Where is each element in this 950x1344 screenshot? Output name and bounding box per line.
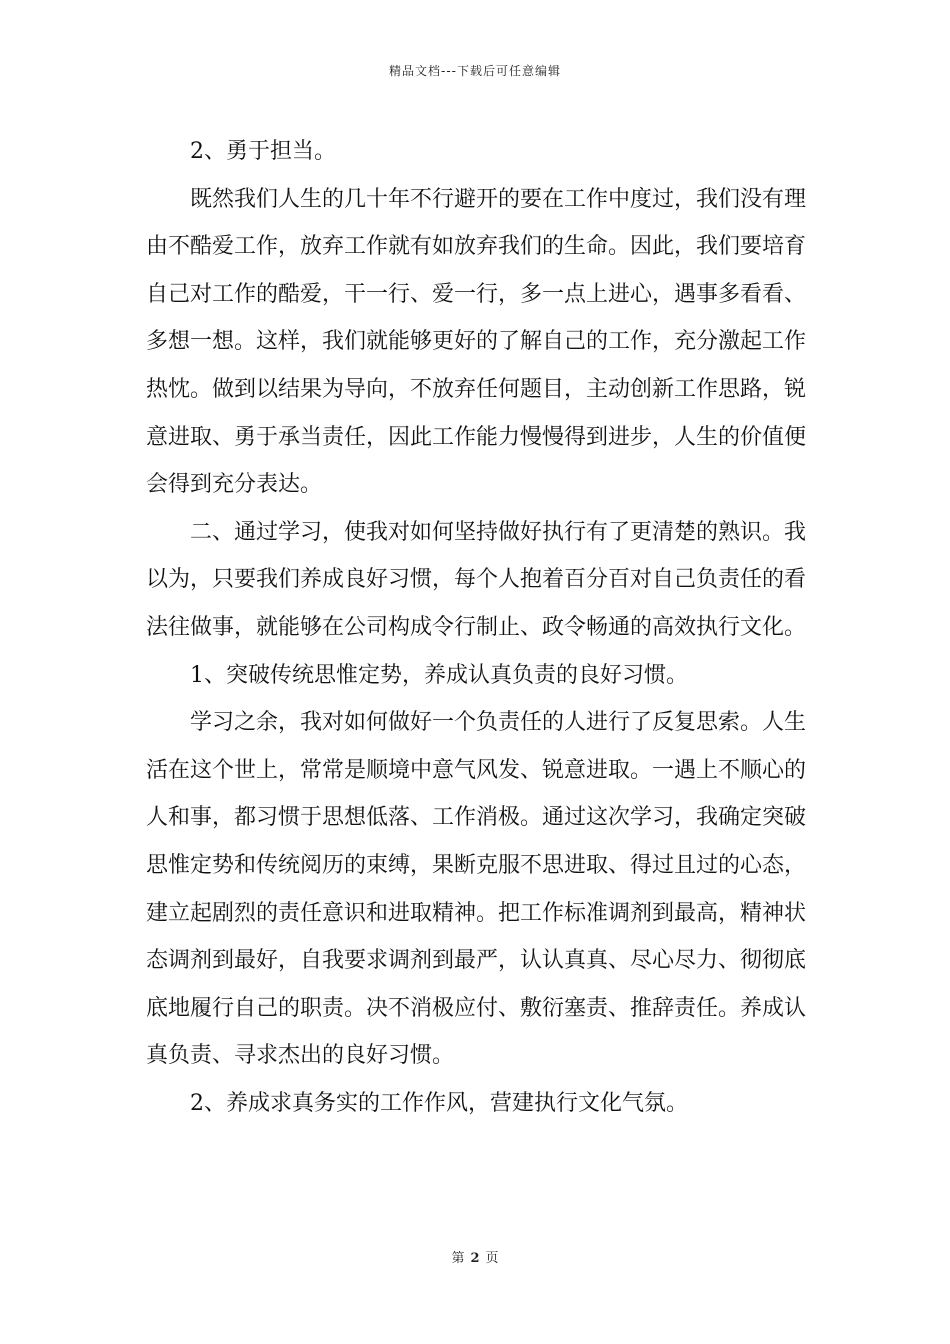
paragraph: 学习之余，我对如何做好一个负责任的人进行了反复思索。人生活在这个世上，常常是顺境中意气风发、锐意进取。一遇上不顺心的人和事，都习惯于思想低落、工作消极。通过这次学习，我确定突破思惟定势和传统阅历的束缚，果断克服不思进取、得过且过的心态，建立起剧烈的责任意识和进取精神。把工作标准调剂到最高，精神状态调剂到最好，自我要求调剂到最严，认认真真、尽心尽力、彻彻底底地履行自己的职责。决不消极应付、敷衍塞责、推辞责任。养成认真负责、寻求杰出的良好习惯。 [146,710,807,1069]
paragraph: 二、通过学习，使我对如何坚持做好执行有了更清楚的熟识。我以为，只要我们养成良好习惯，每个人抱着百分百对自己负责任的看法往做事，就能够在公司构成令行制止、政令畅通的高效执行文化。 [146,519,807,640]
document-body [146,128,806,1127]
paragraph: 既然我们人生的几十年不行避开的要在工作中度过，我们没有理由不酷爱工作，放弃工作就有如放弃我们的生命。因此，我们要培育自己对工作的酷爱，干一行、爱一行，多一点上进心，遇事多看看、多想一想。这样，我们就能够更好的了解自己的工作，充分激起工作热忱。做到以结果为导向，不放弃任何题目，主动创新工作思路，锐意进取、勇于承当责任，因此工作能力慢慢得到进步，人生的价值便会得到充分表达。 [146,186,807,498]
paragraph-section-heading: 2、养成求真务实的工作作风，营建执行文化气氛。 [190,1090,688,1116]
footer-suffix: 页 [485,1251,499,1266]
paragraph-section-heading: 1、突破传统思惟定势，养成认真负责的良好习惯。 [190,662,688,688]
page-number: 2 [470,1251,480,1266]
paragraph-section-heading: 2、勇于担当。 [190,139,336,164]
footer-prefix: 第 [451,1251,465,1266]
page-footer [0,1247,950,1266]
page-header: 精品文档---下载后可任意编辑 [389,64,561,78]
